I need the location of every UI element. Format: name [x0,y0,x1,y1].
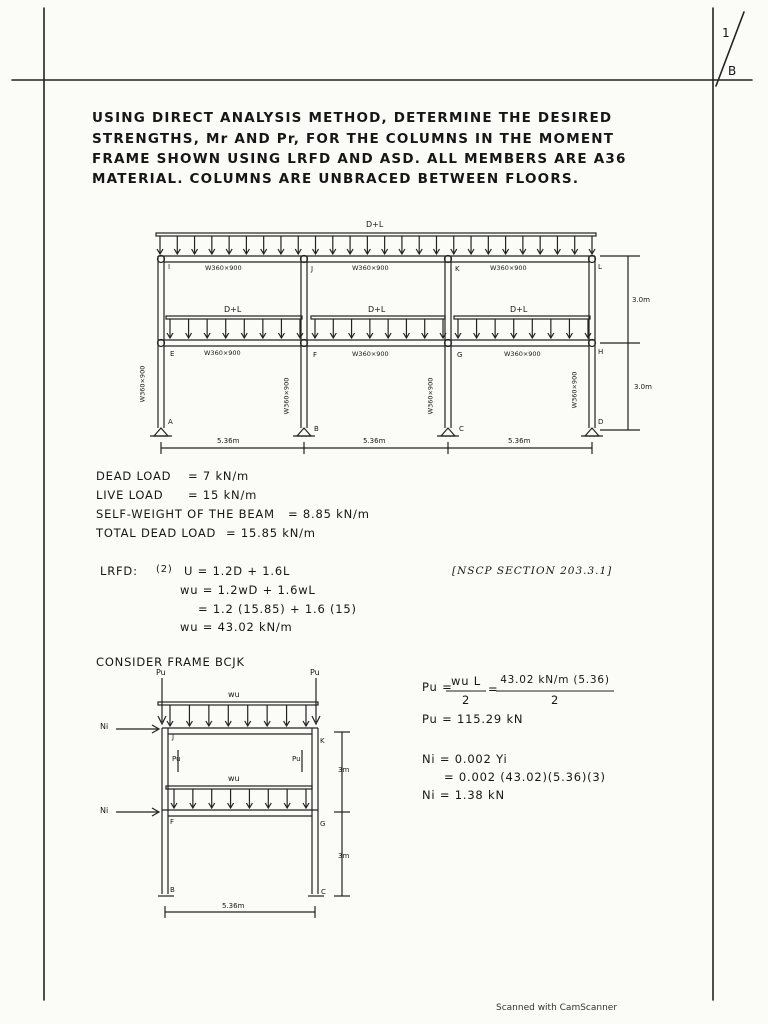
frame2-h-1: 3m [338,766,350,774]
node-B: B [314,425,319,433]
floor-load-label-1: D+L [224,305,242,314]
code-reference: [NSCP SECTION 203.3.1] [452,565,613,577]
pu-formula-lhs: Pu = [422,680,453,694]
pu-inner-right: Pu [292,755,301,763]
pu-formula-num: wu L [451,674,481,688]
pu-right: Pu [310,668,320,677]
pu-inner-left: Pu [172,755,181,763]
lrfd-step-3: wu = 43.02 kN/m [180,620,293,634]
node-D: D [598,418,604,426]
col-label-B: W360×900 [282,377,291,415]
node2-C: C [321,888,326,896]
lrfd-step-2: = 1.2 (15.85) + 1.6 (15) [198,602,357,616]
span-3: 5.36m [508,437,531,445]
frame2-span: 5.36m [222,902,245,910]
node-L: L [598,263,602,271]
self-weight-label: SELF-WEIGHT OF THE BEAM [96,507,275,521]
node2-B: B [170,886,175,894]
beam-label-GH: W360×900 [504,350,541,358]
node2-G: G [320,820,326,828]
live-load-value: = 15 kN/m [188,488,258,502]
beam-label-IJ: W360×900 [205,264,242,272]
lrfd-step-1: wu = 1.2wD + 1.6wL [180,583,316,597]
problem-line-3: FRAME SHOWN USING LRFD AND ASD. ALL MEMBERS ARE A36 [92,151,627,167]
node-C: C [459,425,464,433]
node2-K: K [320,737,325,745]
floor-load-label-3: D+L [510,305,528,314]
wu-roof: wu [228,690,240,699]
wu-floor: wu [228,774,240,783]
beam-label-FG: W360×900 [352,350,389,358]
problem-line-4: MATERIAL. COLUMNS ARE UNBRACED BETWEEN FLOORS. [92,171,580,187]
ni-step-1: Ni = 0.002 Yi [422,752,508,766]
pu-formula-eq: = [488,682,499,696]
beam-label-KL: W360×900 [490,264,527,272]
load-combo: U = 1.2D + 1.6L [184,564,291,578]
page-number: 1 [722,26,730,40]
span-1: 5.36m [217,437,240,445]
node2-F: F [170,818,175,826]
story-h-2: 3.0m [634,383,652,391]
col-label-C: W360×900 [426,377,435,415]
floor-load-arrows [167,319,591,338]
live-load-label: LIVE LOAD [96,488,164,502]
node-G: G [457,351,463,359]
col-label-D: W360×900 [570,371,579,409]
beam-label-EF: W360×900 [204,349,241,357]
node2-J: J [172,733,175,741]
total-dead-value: = 15.85 kN/m [226,526,316,540]
dead-load-value: = 7 kN/m [188,469,250,483]
frame2-title: CONSIDER FRAME BCJK [96,655,245,669]
dead-load-label: DEAD LOAD [96,469,172,483]
ni-lower: Ni [100,806,109,815]
frame-diagram-2 [116,678,350,918]
problem-line-2: STRENGTHS, Mr AND Pr, FOR THE COLUMNS IN THE MOMENT [92,131,615,147]
lrfd-label: LRFD: [100,564,138,578]
node-A: A [168,418,173,426]
node-I: I [168,263,171,271]
combo-number: (2) [156,564,173,575]
self-weight-value: = 8.85 kN/m [288,507,370,521]
ni-step-2: = 0.002 (43.02)(5.36)(3) [444,770,606,784]
pu-formula-num2: 43.02 kN/m (5.36) [500,674,610,686]
beam-label-JK: W360×900 [352,264,389,272]
node-J: J [311,265,314,273]
node-K: K [455,265,460,273]
scanner-watermark: Scanned with CamScanner [496,1003,618,1013]
node-H: H [598,348,604,356]
frame2-h-2: 3m [338,852,350,860]
pu-formula-den: 2 [461,693,471,707]
node-F: F [313,351,318,359]
roof-load-label: D+L [366,220,384,229]
problem-line-1: USING DIRECT ANALYSIS METHOD, DETERMINE THE DESIRED [92,110,613,126]
pu-left: Pu [156,668,166,677]
total-pages: B [728,64,737,78]
span-2: 5.36m [363,437,386,445]
pu-result: Pu = 115.29 kN [422,712,524,726]
story-h-1: 3.0m [632,296,650,304]
pu-formula-den2: 2 [550,693,560,707]
ni-result: Ni = 1.38 kN [422,788,505,802]
ni-upper: Ni [100,722,109,731]
total-dead-label: TOTAL DEAD LOAD [96,526,217,540]
col-label-A: W360×900 [138,365,147,403]
floor-load-label-2: D+L [368,305,386,314]
node-E: E [170,350,175,358]
